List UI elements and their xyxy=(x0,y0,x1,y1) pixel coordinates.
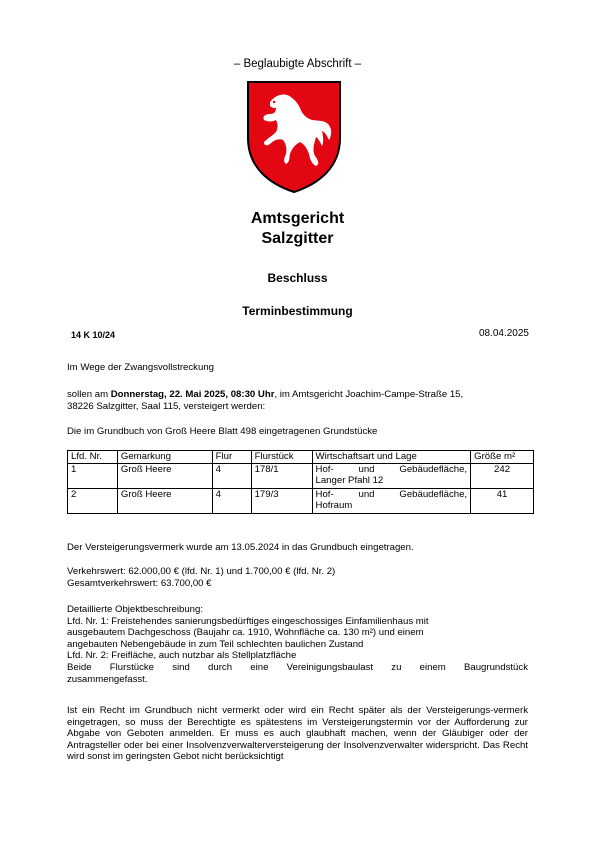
col-header-flurstueck: Flurstück xyxy=(251,451,312,464)
object-line-6: zusammengefasst. xyxy=(67,673,148,685)
cell-lage: Langer Pfahl 12 xyxy=(315,475,384,487)
auction-location-line2: 38226 Salzgitter, Saal 115, versteigert werden: xyxy=(67,400,266,412)
object-line-1: Lfd. Nr. 1: Freistehendes sanierungsbedürftiges eingeschossiges Einfamilienhaus mit xyxy=(67,615,429,627)
value-block xyxy=(67,566,528,589)
file-number: 14 K 10/24 xyxy=(71,330,116,340)
document-subject: Terminbestimmung xyxy=(242,304,353,318)
object-line-3: angebauten Nebengebäude in zum Teil schlechten baulichen Zustand xyxy=(67,638,364,650)
col-header-groesse: Größe m² xyxy=(471,451,534,464)
document-date: 08.04.2025 xyxy=(478,328,529,339)
cell-gemarkung: Groß Heere xyxy=(117,463,212,488)
lower-saxony-horse-crest-icon xyxy=(246,80,342,194)
auction-datetime: Donnerstag, 22. Mai 2025, 08:30 Uhr xyxy=(110,389,275,400)
cell-gemarkung: Groß Heere xyxy=(117,488,212,513)
table-row xyxy=(68,463,534,488)
object-line-5: Beide Flurstücke sind durch eine Vereinigungsbaulast zu einem Baugrundstück xyxy=(67,661,528,673)
auction-date-paragraph xyxy=(67,389,528,412)
cell-groesse: 242 xyxy=(471,463,534,488)
col-header-lfd-nr: Lfd. Nr. xyxy=(68,451,118,464)
col-header-gemarkung: Gemarkung xyxy=(117,451,212,464)
cell-flurstueck: 179/3 xyxy=(251,488,312,513)
certified-copy-note: – Beglaubigte Abschrift – xyxy=(233,58,362,70)
col-header-wirtschaftsart: Wirtschaftsart und Lage xyxy=(312,451,471,464)
object-line-2: ausgebautem Dachgeschoss (Baujahr ca. 1910, Wohnfläche ca. 130 m²) und einem xyxy=(67,627,424,639)
cell-groesse: 41 xyxy=(471,488,534,513)
intro-text: Im Wege der Zwangsvollstreckung xyxy=(67,362,214,373)
table-row xyxy=(68,488,534,513)
property-table xyxy=(67,450,534,514)
court-line-2: Salzgitter xyxy=(261,230,334,247)
grundbuch-text: Die im Grundbuch von Groß Heere Blatt 498 eingetragenen Grundstücke xyxy=(67,426,378,437)
cell-wirtschaftsart-line1: Hof- und Gebäudefläche, xyxy=(315,463,468,475)
auction-location: , im Amtsgericht Joachim-Campe-Straße 15, xyxy=(274,389,464,400)
cell-lfd-nr: 1 xyxy=(68,463,118,488)
vermerk-text: Der Versteigerungsvermerk wurde am 13.05.2024 in das Grundbuch eingetragen. xyxy=(67,542,414,553)
gesamtverkehrswert-text: Gesamtverkehrswert: 63.700,00 € xyxy=(67,577,212,589)
cell-flur: 4 xyxy=(212,463,251,488)
table-header-row xyxy=(68,451,534,464)
object-heading: Detaillierte Objektbeschreibung: xyxy=(67,604,203,615)
cell-flurstueck: 178/1 xyxy=(251,463,312,488)
cell-flur: 4 xyxy=(212,488,251,513)
cell-wirtschaftsart xyxy=(312,463,471,488)
verkehrswert-text: Verkehrswert: 62.000,00 € (lfd. Nr. 1) und 1.700,00 € (lfd. Nr. 2) xyxy=(67,566,336,577)
court-line-1: Amtsgericht xyxy=(250,210,345,227)
object-line-4: Lfd. Nr. 2: Freifläche, auch nutzbar als Stellplatzfläche xyxy=(67,650,297,662)
auction-pre: sollen am xyxy=(67,389,111,400)
object-description xyxy=(67,604,528,685)
cell-wirtschaftsart-line1: Hof- und Gebäudefläche, xyxy=(315,488,468,500)
court-name xyxy=(0,209,595,249)
document-type: Beschluss xyxy=(267,271,328,285)
cell-lfd-nr: 2 xyxy=(68,488,118,513)
col-header-flur: Flur xyxy=(212,451,251,464)
rights-notice: Ist ein Recht im Grundbuch nicht vermerkt oder wird ein Recht später als der Versteigerungs-vermerk eingetragen, so muss der Berechtigte es spätestens im Versteigerungstermin vor der Aufforderung zur Abgabe von Geboten anmelden. Er muss es auch glaubhaft machen, wenn der Gläubiger oder der Antragsteller oder bei einer Insolvenzverwalterversteigerung der Insolvenzverwalter widerspricht. Das Recht wird sonst im geringsten Gebot nicht berücksichtigt xyxy=(67,705,528,763)
cell-lage: Hofraum xyxy=(315,500,353,512)
cell-wirtschaftsart xyxy=(312,488,471,513)
